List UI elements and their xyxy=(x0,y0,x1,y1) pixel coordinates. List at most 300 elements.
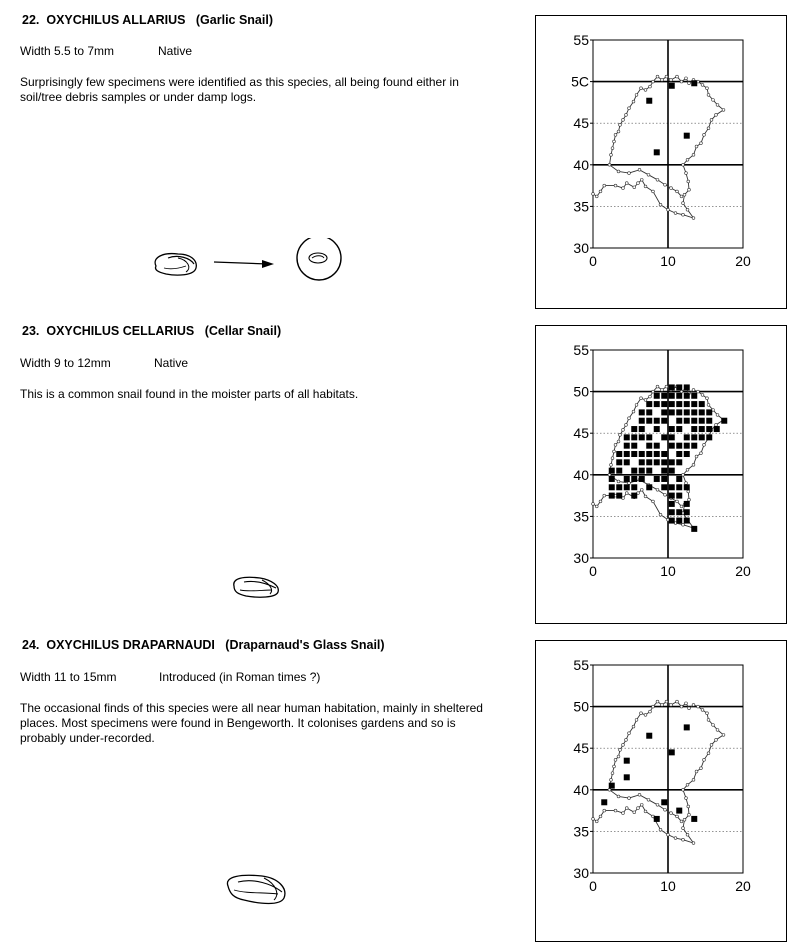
record-square xyxy=(706,434,712,440)
record-square xyxy=(669,401,675,407)
record-square xyxy=(691,80,697,86)
record-square xyxy=(661,401,667,407)
record-square xyxy=(691,426,697,432)
boundary-vertex xyxy=(706,397,709,400)
boundary-vertex xyxy=(632,725,635,728)
record-square xyxy=(646,418,652,424)
record-square xyxy=(699,434,705,440)
boundary-vertex xyxy=(637,807,640,810)
boundary-vertex xyxy=(625,807,628,810)
boundary-vertex xyxy=(695,455,698,458)
record-square xyxy=(714,426,720,432)
species-name: OXYCHILUS ALLARIUS xyxy=(46,13,186,27)
boundary-vertex xyxy=(603,184,606,187)
boundary-vertex xyxy=(680,820,683,823)
species-description: The occasional finds of this species were all near human habitation, mainly in sheltered places. Most specimens were found in Bengeworth. It colonises gardens and so is probably under-recorded. xyxy=(20,701,483,745)
record-square xyxy=(601,799,607,805)
record-square xyxy=(684,401,690,407)
boundary-vertex xyxy=(685,702,688,705)
record-square xyxy=(624,484,630,490)
boundary-vertex xyxy=(647,798,650,801)
record-square xyxy=(661,468,667,474)
x-tick-label: 0 xyxy=(589,253,597,269)
boundary-vertex xyxy=(628,797,631,800)
record-square xyxy=(624,758,630,764)
record-square xyxy=(691,434,697,440)
boundary-vertex xyxy=(592,818,595,821)
boundary-vertex xyxy=(686,833,689,836)
record-square xyxy=(646,434,652,440)
boundary-vertex xyxy=(613,765,616,768)
record-square xyxy=(646,98,652,104)
boundary-vertex xyxy=(661,79,664,82)
boundary-vertex xyxy=(617,130,620,133)
y-tick-label: 30 xyxy=(573,865,589,881)
boundary-vertex xyxy=(614,443,617,446)
boundary-vertex xyxy=(695,145,698,148)
record-square xyxy=(654,393,660,399)
record-square xyxy=(669,749,675,755)
boundary-vertex xyxy=(599,815,602,818)
species-description: Surprisingly few specimens were identified as this species, all being found either in soil/tree debris samples or under damp logs. xyxy=(20,75,459,104)
boundary-vertex xyxy=(633,811,636,814)
record-square xyxy=(661,393,667,399)
record-square xyxy=(684,393,690,399)
record-square xyxy=(684,434,690,440)
x-tick-label: 20 xyxy=(735,878,751,894)
boundary-vertex xyxy=(647,173,650,176)
boundary-vertex xyxy=(676,500,679,503)
record-square xyxy=(654,443,660,449)
record-square xyxy=(706,418,712,424)
x-tick-label: 10 xyxy=(660,878,676,894)
record-square xyxy=(684,501,690,507)
record-square xyxy=(691,401,697,407)
record-square xyxy=(676,476,682,482)
record-square xyxy=(684,724,690,730)
boundary-vertex xyxy=(614,133,617,136)
boundary-vertex xyxy=(625,113,628,116)
boundary-vertex xyxy=(640,488,643,491)
record-square xyxy=(706,426,712,432)
record-square xyxy=(639,468,645,474)
boundary-vertex xyxy=(685,172,688,175)
record-square xyxy=(676,426,682,432)
boundary-vertex xyxy=(661,704,664,707)
record-square xyxy=(631,443,637,449)
record-square xyxy=(639,426,645,432)
boundary-vertex xyxy=(682,827,685,830)
boundary-vertex xyxy=(611,457,614,460)
boundary-vertex xyxy=(674,837,677,840)
boundary-vertex xyxy=(599,500,602,503)
boundary-vertex xyxy=(700,767,703,770)
record-square xyxy=(691,409,697,415)
boundary-vertex xyxy=(667,833,670,836)
boundary-vertex xyxy=(659,203,662,206)
record-square xyxy=(669,409,675,415)
record-square xyxy=(639,409,645,415)
species-meta xyxy=(20,670,321,684)
boundary-vertex xyxy=(640,397,643,400)
record-square xyxy=(609,783,615,789)
boundary-vertex xyxy=(706,87,709,90)
boundary-vertex xyxy=(695,770,698,773)
record-square xyxy=(684,484,690,490)
boundary-vertex xyxy=(656,700,659,703)
boundary-vertex xyxy=(688,707,691,710)
record-square xyxy=(706,409,712,415)
boundary-vertex xyxy=(692,704,695,707)
boundary-vertex xyxy=(688,498,691,501)
record-square xyxy=(676,484,682,490)
boundary-vertex xyxy=(703,758,706,761)
record-square xyxy=(624,434,630,440)
boundary-vertex xyxy=(625,738,628,741)
y-tick-label: 35 xyxy=(573,198,589,215)
boundary-vertex xyxy=(638,793,641,796)
boundary-vertex xyxy=(680,195,683,198)
boundary-vertex xyxy=(635,94,638,97)
record-square xyxy=(676,401,682,407)
boundary-vertex xyxy=(628,107,631,110)
record-square xyxy=(661,409,667,415)
record-square xyxy=(646,484,652,490)
shell-sketch-illustration xyxy=(150,238,370,293)
record-square xyxy=(721,418,727,424)
boundary-vertex xyxy=(701,394,704,397)
boundary-vertex xyxy=(638,168,641,171)
boundary-vertex xyxy=(625,492,628,495)
species-entry-23 xyxy=(0,310,800,625)
record-square xyxy=(676,451,682,457)
boundary-vertex xyxy=(680,705,683,708)
boundary-vertex xyxy=(722,733,725,736)
record-square xyxy=(676,409,682,415)
record-square xyxy=(609,493,615,499)
boundary-vertex xyxy=(710,118,713,121)
boundary-vertex xyxy=(715,738,718,741)
record-square xyxy=(609,484,615,490)
record-square xyxy=(669,459,675,465)
species-width: Width 9 to 12mm xyxy=(20,356,111,370)
record-square xyxy=(684,384,690,390)
boundary-vertex xyxy=(676,190,679,193)
y-tick-label: 35 xyxy=(573,508,589,525)
boundary-vertex xyxy=(680,80,683,83)
boundary-vertex xyxy=(628,732,631,735)
boundary-vertex xyxy=(656,803,659,806)
boundary-vertex xyxy=(712,724,715,727)
record-square xyxy=(676,493,682,499)
record-square xyxy=(609,468,615,474)
boundary-vertex xyxy=(622,743,625,746)
shell-sketch-illustration xyxy=(222,870,294,915)
record-square xyxy=(616,493,622,499)
record-square xyxy=(661,459,667,465)
record-square xyxy=(676,393,682,399)
boundary-vertex xyxy=(692,463,695,466)
record-square xyxy=(631,476,637,482)
record-square xyxy=(631,493,637,499)
boundary-vertex xyxy=(697,705,700,708)
record-square xyxy=(646,409,652,415)
y-tick-label: 5C xyxy=(571,73,589,90)
boundary-vertex xyxy=(667,208,670,211)
record-square xyxy=(669,518,675,524)
record-square xyxy=(624,476,630,482)
boundary-vertex xyxy=(682,788,685,791)
boundary-vertex xyxy=(637,182,640,185)
record-square xyxy=(661,418,667,424)
record-square xyxy=(654,418,660,424)
record-square xyxy=(699,418,705,424)
record-square xyxy=(669,83,675,89)
record-square xyxy=(676,518,682,524)
boundary-vertex xyxy=(592,503,595,506)
y-tick-label: 55 xyxy=(573,657,589,673)
boundary-vertex xyxy=(715,423,718,426)
record-square xyxy=(646,459,652,465)
record-square xyxy=(699,401,705,407)
boundary-vertex xyxy=(670,79,673,82)
species-title xyxy=(22,638,385,652)
boundary-vertex xyxy=(652,390,655,393)
boundary-vertex xyxy=(644,185,647,188)
species-width: Width 11 to 15mm xyxy=(20,670,117,684)
record-square xyxy=(616,468,622,474)
boundary-vertex xyxy=(703,133,706,136)
x-tick-label: 20 xyxy=(735,253,751,269)
boundary-vertex xyxy=(619,123,622,126)
boundary-vertex xyxy=(692,842,695,845)
record-square xyxy=(669,468,675,474)
boundary-vertex xyxy=(610,778,613,781)
boundary-vertex xyxy=(697,390,700,393)
species-number: 24. xyxy=(22,638,40,652)
x-tick-label: 10 xyxy=(660,563,676,579)
record-square xyxy=(639,418,645,424)
boundary-vertex xyxy=(603,809,606,812)
boundary-vertex xyxy=(676,815,679,818)
x-tick-label: 0 xyxy=(589,878,597,894)
boundary-vertex xyxy=(622,812,625,815)
y-tick-label: 45 xyxy=(573,740,589,757)
y-tick-label: 50 xyxy=(573,383,589,400)
species-name: OXYCHILUS CELLARIUS xyxy=(46,324,195,338)
record-square xyxy=(631,434,637,440)
y-tick-label: 45 xyxy=(573,425,589,442)
boundary-vertex xyxy=(688,188,691,191)
record-square xyxy=(691,526,697,532)
y-tick-label: 40 xyxy=(573,781,589,798)
boundary-vertex xyxy=(692,217,695,220)
record-square xyxy=(654,459,660,465)
boundary-vertex xyxy=(635,719,638,722)
boundary-vertex xyxy=(644,89,647,92)
distribution-map xyxy=(535,15,787,309)
boundary-vertex xyxy=(656,75,659,78)
boundary-vertex xyxy=(640,803,643,806)
boundary-vertex xyxy=(707,404,710,407)
record-square xyxy=(639,476,645,482)
boundary-vertex xyxy=(628,482,631,485)
boundary-vertex xyxy=(622,187,625,190)
species-entry-24 xyxy=(0,625,800,945)
boundary-vertex xyxy=(680,390,683,393)
boundary-vertex xyxy=(628,172,631,175)
boundary-vertex xyxy=(617,755,620,758)
boundary-vertex xyxy=(619,748,622,751)
boundary-vertex xyxy=(692,389,695,392)
x-tick-label: 20 xyxy=(735,563,751,579)
boundary-vertex xyxy=(656,488,659,491)
record-square xyxy=(669,509,675,515)
boundary-vertex xyxy=(701,709,704,712)
record-square xyxy=(624,451,630,457)
x-tick-label: 0 xyxy=(589,563,597,579)
record-square xyxy=(676,808,682,814)
record-square xyxy=(684,443,690,449)
boundary-vertex xyxy=(652,705,655,708)
boundary-vertex xyxy=(659,828,662,831)
record-square xyxy=(661,476,667,482)
boundary-vertex xyxy=(640,712,643,715)
record-square xyxy=(684,133,690,139)
boundary-vertex xyxy=(622,118,625,121)
record-square xyxy=(646,733,652,739)
boundary-vertex xyxy=(649,710,652,713)
record-square xyxy=(631,426,637,432)
record-square xyxy=(654,476,660,482)
boundary-vertex xyxy=(683,193,686,196)
record-square xyxy=(676,384,682,390)
record-square xyxy=(661,484,667,490)
species-status: Native xyxy=(158,44,193,58)
record-square xyxy=(676,459,682,465)
boundary-vertex xyxy=(707,127,710,130)
boundary-vertex xyxy=(686,208,689,211)
record-square xyxy=(699,426,705,432)
boundary-vertex xyxy=(595,505,598,508)
boundary-vertex xyxy=(703,443,706,446)
boundary-vertex xyxy=(682,838,685,841)
record-square xyxy=(616,484,622,490)
boundary-vertex xyxy=(665,75,668,78)
boundary-vertex xyxy=(716,728,719,731)
boundary-vertex xyxy=(614,184,617,187)
boundary-vertex xyxy=(595,820,598,823)
boundary-vertex xyxy=(692,778,695,781)
boundary-vertex xyxy=(664,493,667,496)
record-square xyxy=(639,451,645,457)
boundary-vertex xyxy=(688,813,691,816)
boundary-vertex xyxy=(676,700,679,703)
record-square xyxy=(654,149,660,155)
boundary-vertex xyxy=(682,202,685,205)
boundary-vertex xyxy=(712,99,715,102)
record-square xyxy=(684,409,690,415)
y-tick-label: 45 xyxy=(573,115,589,132)
species-common-name: (Draparnaud's Glass Snail) xyxy=(225,638,385,652)
y-tick-label: 30 xyxy=(573,240,589,256)
species-title xyxy=(22,13,273,27)
boundary-vertex xyxy=(674,212,677,215)
boundary-vertex xyxy=(670,704,673,707)
boundary-vertex xyxy=(595,195,598,198)
y-tick-label: 40 xyxy=(573,156,589,173)
species-name: OXYCHILUS DRAPARNAUDI xyxy=(46,638,215,652)
record-square xyxy=(691,418,697,424)
record-square xyxy=(624,774,630,780)
boundary-vertex xyxy=(644,810,647,813)
species-status: Introduced (in Roman times ?) xyxy=(159,670,321,684)
boundary-vertex xyxy=(686,783,689,786)
boundary-vertex xyxy=(715,113,718,116)
species-meta xyxy=(20,44,193,58)
y-tick-label: 55 xyxy=(573,342,589,358)
boundary-vertex xyxy=(680,505,683,508)
species-width: Width 5.5 to 7mm xyxy=(20,44,115,58)
boundary-vertex xyxy=(614,809,617,812)
boundary-vertex xyxy=(652,190,655,193)
boundary-vertex xyxy=(700,142,703,145)
boundary-vertex xyxy=(659,513,662,516)
boundary-vertex xyxy=(610,463,613,466)
boundary-vertex xyxy=(670,812,673,815)
x-tick-label: 10 xyxy=(660,253,676,269)
boundary-vertex xyxy=(628,417,631,420)
species-common-name: (Cellar Snail) xyxy=(204,324,282,338)
record-square xyxy=(646,443,652,449)
record-square xyxy=(661,451,667,457)
boundary-vertex xyxy=(610,153,613,156)
boundary-vertex xyxy=(625,182,628,185)
boundary-vertex xyxy=(652,80,655,83)
species-meta xyxy=(20,356,189,370)
record-square xyxy=(609,476,615,482)
boundary-vertex xyxy=(686,468,689,471)
record-square xyxy=(669,484,675,490)
boundary-vertex xyxy=(687,805,690,808)
boundary-vertex xyxy=(710,743,713,746)
boundary-vertex xyxy=(603,494,606,497)
boundary-vertex xyxy=(617,440,620,443)
boundary-vertex xyxy=(613,450,616,453)
record-square xyxy=(669,434,675,440)
boundary-vertex xyxy=(611,772,614,775)
species-title xyxy=(22,324,281,338)
boundary-vertex xyxy=(692,153,695,156)
boundary-vertex xyxy=(664,808,667,811)
distribution-map xyxy=(535,640,787,942)
boundary-vertex xyxy=(649,395,652,398)
record-square xyxy=(646,468,652,474)
boundary-vertex xyxy=(644,495,647,498)
boundary-vertex xyxy=(652,500,655,503)
boundary-vertex xyxy=(640,178,643,181)
boundary-vertex xyxy=(716,413,719,416)
species-number: 22. xyxy=(22,13,40,27)
boundary-vertex xyxy=(632,410,635,413)
record-square xyxy=(684,451,690,457)
record-square xyxy=(676,509,682,515)
boundary-vertex xyxy=(707,719,710,722)
boundary-vertex xyxy=(608,163,611,166)
boundary-vertex xyxy=(592,193,595,196)
boundary-vertex xyxy=(625,423,628,426)
boundary-vertex xyxy=(619,433,622,436)
